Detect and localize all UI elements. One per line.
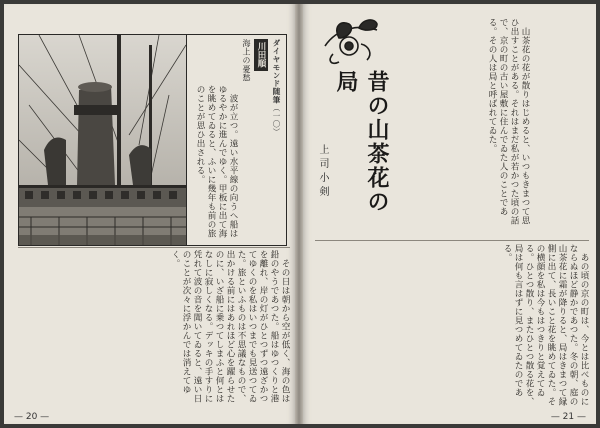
right-top-text	[382, 18, 530, 228]
page-number-left: — 20 —	[14, 412, 50, 422]
left-body-text	[18, 250, 290, 410]
series-name: ダイヤモンド随筆	[272, 39, 281, 104]
essay-subtitle: 海上の憂愁	[242, 39, 251, 82]
right-bottom-paragraph: あの頃の京の町は、今とは比べものにならぬほど静かであつた。冬の朝、庭の山茶花に霜が降りると、局はきまつて縁側に出て、長いこと花を眺めてゐた。その横顔を私は今もはつきりと覚えてゐる。ひとつ散り、またひとつ散る花を、局は何も言はずに見つめてゐたのである。	[502, 244, 589, 406]
right-bottom-text	[315, 244, 589, 410]
left-body-paragraph: その日は朝から空が低く、海の色は鉛のやうであつた。船はゆつくりと港を離れ、岸の灯がひとつずつ遠ざかつてゆくのを私はいつまでも見送つてゐた。旅といふものは不思議なもので、出かける前にはあれほど心を躍らせたのに、いざ船に乗つてしまふと何とはなしに寂しくなる。デッキの手すりに凭れて波の音を聞いてゐると、遠い日のことが次々に浮かんでは消えてゆく。	[170, 250, 290, 403]
essay-lead-paragraph: 波が立つ。遠い水平線の向うへ船はゆるやかに進んでゆく。甲板に出て海を眺めてゐると、ふいに幾年も前の旅のことが思ひ出される。	[195, 85, 238, 238]
divider-rule-right	[315, 240, 589, 241]
essay-author: 川田順	[254, 39, 268, 71]
divider-rule	[18, 247, 290, 248]
right-top-paragraph: 山茶花の花が散りはじめると、いつもきまつて思ひ出すことがある。それはまだ私が若かつた頃の話で、京の町の古い屋敷に住んでゐた人のことである。その人は局と呼ばれてゐた。	[487, 18, 530, 225]
camellia-icon	[319, 16, 383, 68]
page-number-right: — 21 —	[550, 412, 586, 422]
article-title: 昔の山茶花の局	[333, 70, 390, 214]
essay-lead-text	[188, 85, 238, 240]
ship-photo	[18, 34, 187, 246]
ship-photo-image	[19, 35, 186, 245]
spine-gutter	[295, 4, 303, 424]
title-area	[315, 16, 391, 236]
article-author: 上司小剣	[317, 144, 328, 200]
series-header	[271, 39, 282, 136]
essay-header-box	[186, 34, 287, 246]
right-page	[303, 4, 596, 424]
series-number: （一〇）	[272, 103, 281, 137]
left-page	[4, 4, 295, 424]
